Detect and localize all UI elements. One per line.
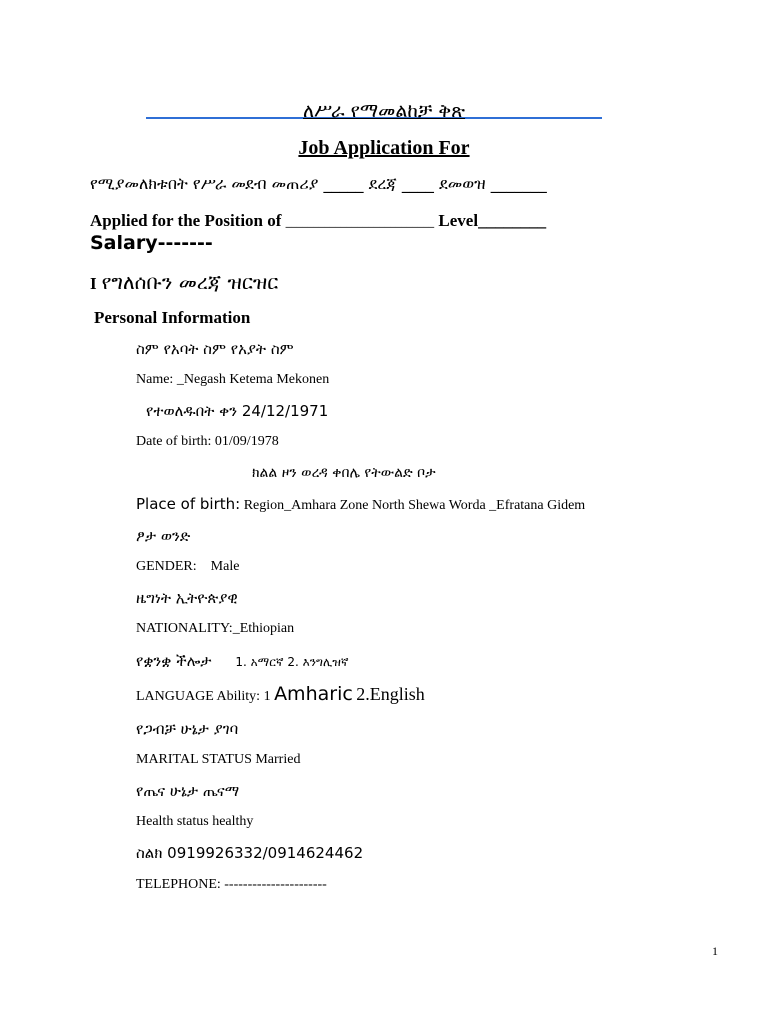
name-value: _Negash Ketema Mekonen [176,372,330,387]
health-row [136,814,253,830]
level-label: Level [438,211,479,230]
language-amharic: የቋንቋ ችሎታ [136,652,212,670]
page-number: 1 [712,944,718,958]
title-english: Job Application For [298,137,470,159]
health-label: Health status [136,814,209,829]
gender-value: Male [210,559,240,574]
nationality-row [136,621,294,637]
name-label: Name: [136,372,174,387]
marital-value: Married [255,752,301,767]
name-amharic: ስም የአባት ስም የአያት ስም [136,340,294,358]
language-value2: 2.English [356,684,425,704]
dob-amharic: የተወለዱበት ቀን 24/12/1971 [146,402,329,420]
pob-row [136,495,585,514]
language-label: LANGUAGE Ability: [136,689,261,704]
dob-value: 01/09/1978 [214,434,279,449]
language-value1: Amharic [274,683,353,705]
section-title-amharic: የግለሰቡን መረጃ ዝርዝር [101,270,279,294]
position-line-amharic [90,174,547,194]
salary-amharic-blank: _______ [490,174,547,193]
level-amharic: ደረጃ [368,174,397,193]
marital-label: MARITAL STATUS [136,752,252,767]
health-value: healthy [212,814,254,829]
phone-value: ---------------------- [224,877,327,892]
phone-amharic: ስልክ 0919926332/0914624462 [136,844,364,862]
position-blank: ___________________________ [285,217,435,229]
phone-row [136,877,327,893]
gender-amharic: ፆታ ወንድ [136,527,191,545]
language-amharic-row [136,652,349,670]
pob-label: Place of birth: [136,495,241,513]
position-amharic-text: የሚያመለክቱበት የሥራ መደብ መጠሪያ [90,174,319,193]
name-row [136,372,329,388]
pob-amharic: ክልል ዞን ወረዳ ቀበሌ የትውልድ ቦታ [252,465,436,481]
marital-amharic: የጋብቻ ሁኔታ ያገባ [136,720,239,738]
nationality-value: _Ethiopian [232,621,295,636]
phone-label: TELEPHONE: [136,877,221,892]
salary-label: Salary------- [90,232,213,254]
position-amharic-blank: _____ [323,174,364,193]
marital-row [136,752,300,768]
gender-label: GENDER: [136,559,197,574]
section-title-english: Personal Information [94,308,251,327]
nationality-label: NATIONALITY: [136,621,233,636]
health-amharic: የጤና ሁኔታ ጤናማ [136,782,240,800]
position-line-english [90,211,546,231]
dob-row [136,434,279,450]
section-number: I [90,274,97,293]
language-row [136,683,425,705]
dob-label: Date of birth: [136,434,212,449]
title-amharic: ለሥራ የማመልከቻ ቅጽ [302,100,466,122]
language-num1: 1 [263,689,271,704]
language-amharic-values: 1. አማርኛ 2. እንግሊዝኛ [235,655,349,669]
section-heading-amharic [90,270,278,295]
position-label: Applied for the Position of [90,211,282,230]
nationality-amharic: ዜግነት ኢትዮጵያዊ [136,589,238,607]
level-amharic-blank: ____ [401,174,434,193]
pob-value: Region_Amhara Zone North Shewa Worda _Efratana Gidem [243,498,586,513]
gender-row [136,559,239,575]
level-blank: ________ [478,211,547,230]
salary-amharic: ደመወዝ [439,174,486,193]
